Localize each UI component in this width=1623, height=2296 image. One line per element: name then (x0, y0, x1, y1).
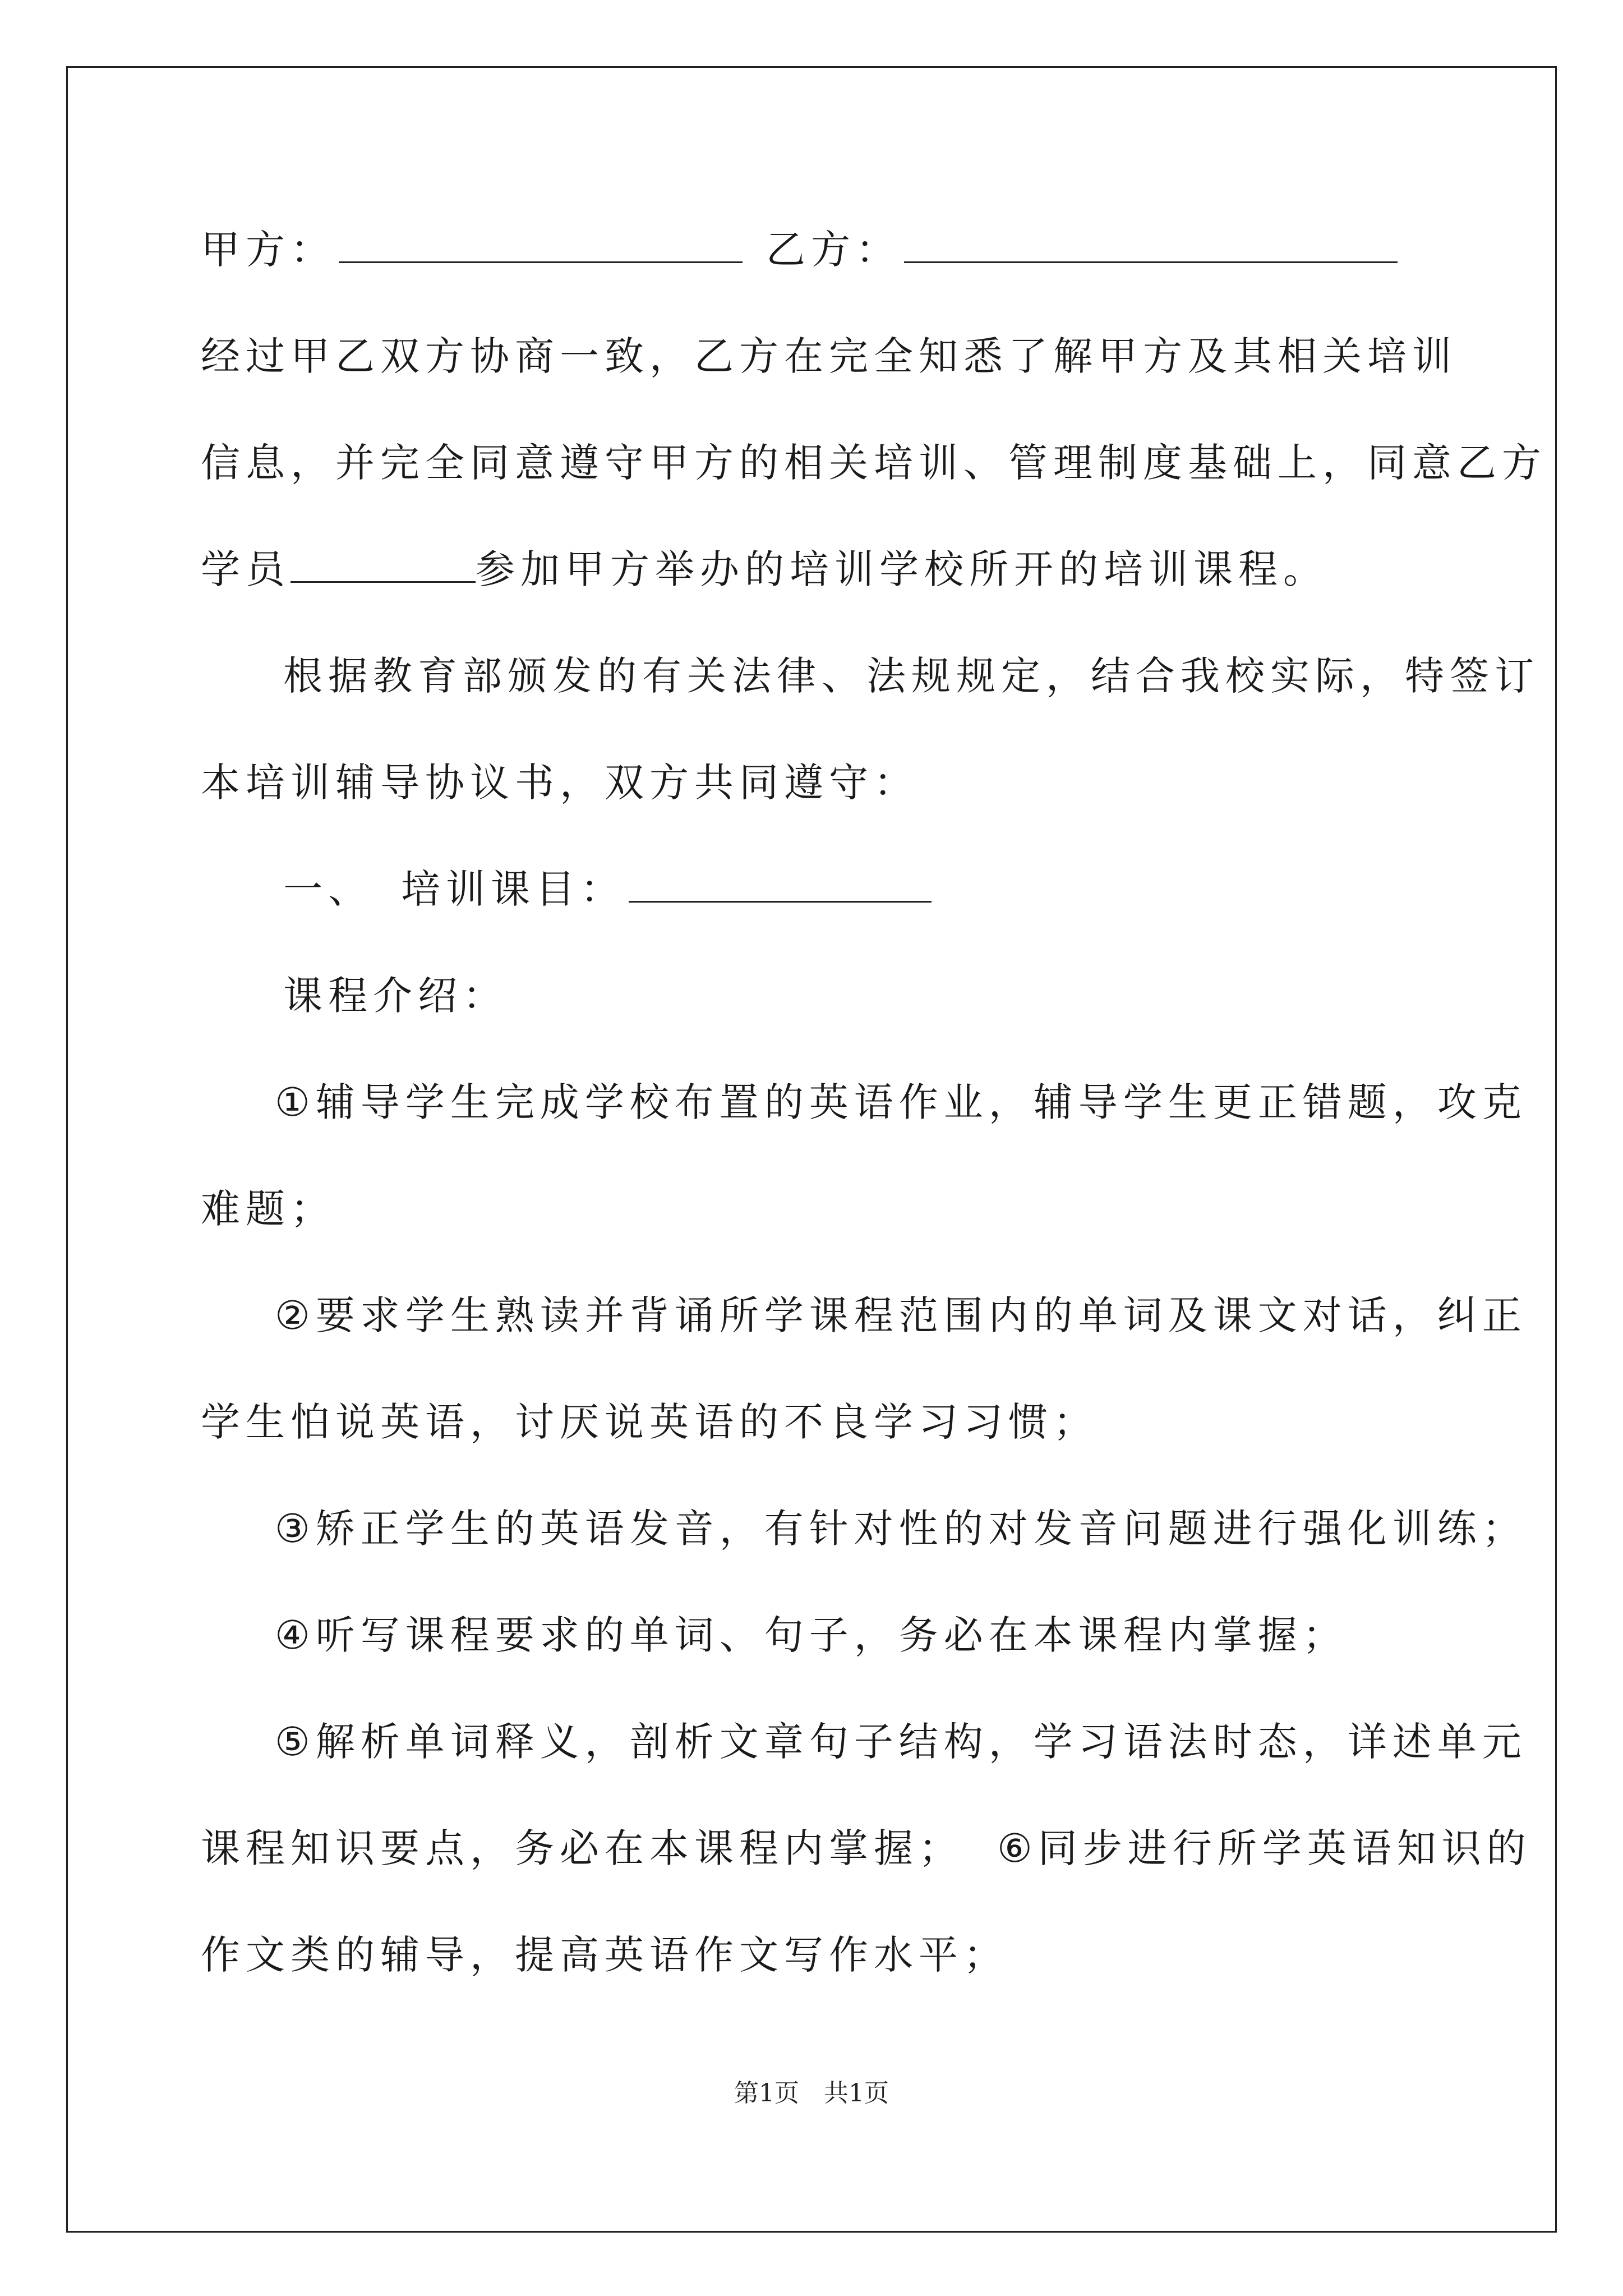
course-intro-heading: 课程介绍： (283, 973, 508, 1019)
item-1-line-2: 难题； (201, 1186, 335, 1232)
paragraph-2-line-1: 根据教育部颁发的有关法律、法规规定，结合我校实际，特签订 (283, 653, 1539, 699)
section-1-line (283, 861, 1506, 917)
paragraph-1-line-3 (201, 541, 1423, 597)
trainee-blank (291, 547, 476, 583)
page-footer: 第1页 共1页 (734, 2079, 889, 2108)
party-b-label: 乙方： (766, 227, 901, 273)
course-subject-blank (629, 867, 932, 903)
parties-line (201, 222, 1423, 278)
item-3-line: ③矫正学生的英语发音，有针对性的对发音问题进行强化训练； (275, 1506, 1527, 1552)
party-a-blank (339, 228, 743, 263)
item-2-line-2: 学生怕说英语，讨厌说英语的不良学习习惯； (201, 1399, 1098, 1445)
item-5-line-2 (201, 1820, 1532, 1876)
item-5-line-2-text: 课程知识要点，务必在本课程内掌握； (201, 1825, 963, 1871)
item-5-line-1: ⑤解析单词释义，剖析文章句子结构，学习语法时态，详述单元 (275, 1719, 1527, 1765)
paragraph-1-line-2: 信息，并完全同意遵守甲方的相关培训、管理制度基础上，同意乙方 (201, 440, 1547, 486)
section-1-label: 培训课目： (401, 866, 625, 912)
paragraph-2-line-2: 本培训辅导协议书，双方共同遵守： (201, 760, 919, 806)
item-1-line-1: ①辅导学生完成学校布置的英语作业，辅导学生更正错题，攻克 (275, 1079, 1527, 1125)
item-2-line-1: ②要求学生熟读并背诵所学课程范围内的单词及课文对话，纠正 (275, 1292, 1527, 1338)
party-b-blank (904, 228, 1398, 263)
page-border (66, 66, 1557, 2233)
item-4-line: ④听写课程要求的单词、句子，务必在本课程内掌握； (275, 1612, 1348, 1658)
paragraph-1-line-1: 经过甲乙双方协商一致，乙方在完全知悉了解甲方及其相关培训 (201, 333, 1457, 379)
section-1-number: 一、 (283, 866, 373, 912)
item-6-line-1-text: ⑥同步进行所学英语知识的 (997, 1825, 1532, 1871)
paragraph-1-line-3-rest: 参加甲方举办的培训学校所开的培训课程。 (476, 546, 1328, 592)
party-a-label: 甲方： (201, 227, 335, 273)
item-6-line-2: 作文类的辅导，提高英语作文写作水平； (201, 1932, 1008, 1978)
trainee-label: 学员 (201, 546, 291, 592)
